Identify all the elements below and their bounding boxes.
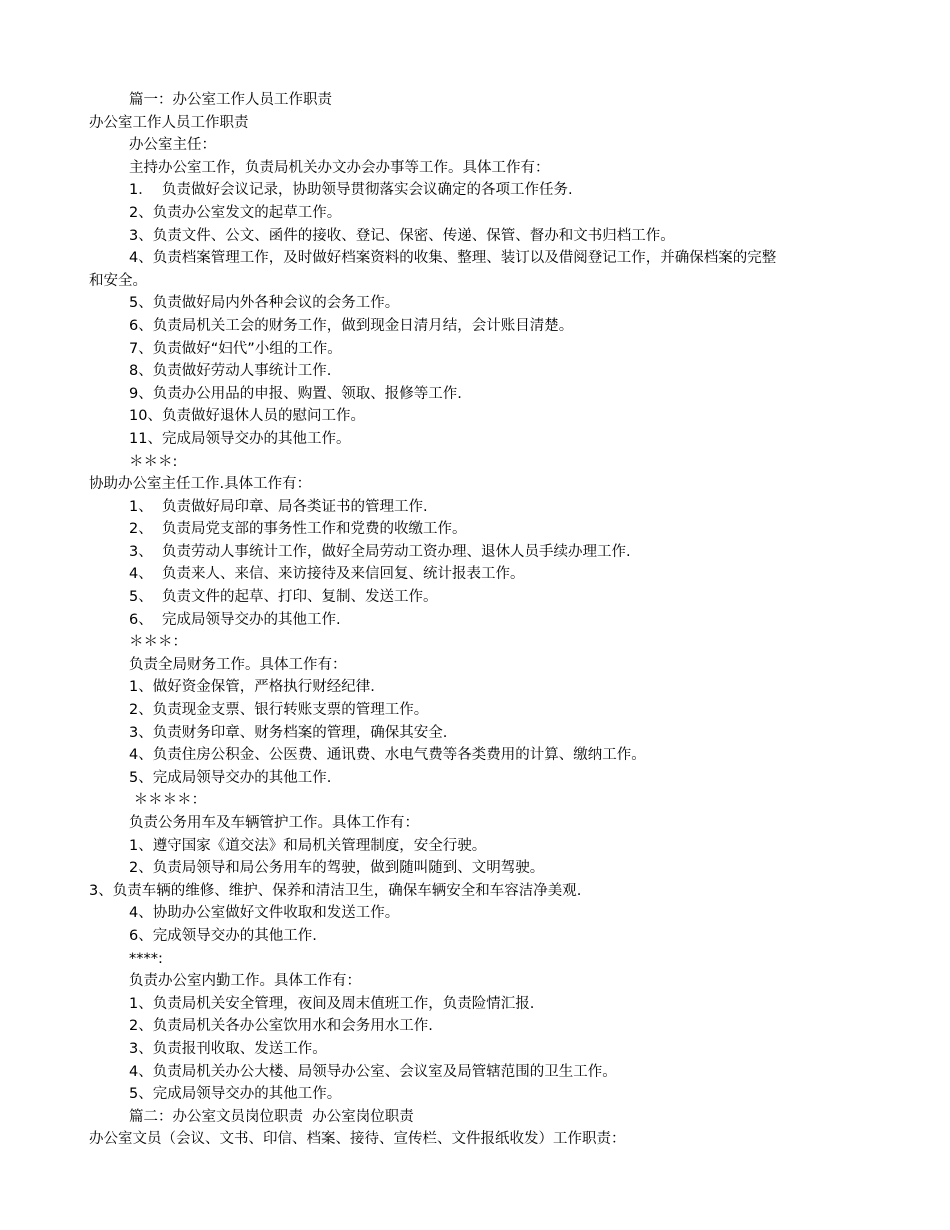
document-line: 1、做好资金保管，严格执行财经纪律. bbox=[129, 679, 375, 696]
document-body bbox=[89, 89, 864, 1151]
document-line: 5、完成局领导交办的其他工作。 bbox=[129, 1086, 342, 1103]
document-line: ＊＊＊： bbox=[129, 634, 187, 651]
document-line: 8、负责做好劳动人事统计工作. bbox=[129, 363, 332, 380]
document-line: 10、负责做好退休人员的慰问工作。 bbox=[129, 408, 365, 425]
document-line: 负责全局财务工作。具体工作有： bbox=[129, 656, 347, 673]
document-line: 办公室主任： bbox=[129, 137, 216, 154]
document-line: 6、 完成局领导交办的其他工作. bbox=[129, 611, 341, 628]
document-line: 篇二：办公室文员岗位职责 办公室岗位职责 bbox=[129, 1108, 414, 1125]
document-line: 2、负责局机关各办公室饮用水和会务用水工作. bbox=[129, 1018, 433, 1035]
document-line: 负责公务用车及车辆管护工作。具体工作有： bbox=[129, 815, 419, 831]
document-line: 9、负责办公用品的申报、购置、领取、报修等工作. bbox=[129, 385, 462, 402]
document-line: 3、负责财务印章、财务档案的管理，确保其安全. bbox=[129, 724, 448, 741]
document-line: 4、负责档案管理工作，及时做好档案资料的收集、整理、装订以及借阅登记工作，并确保档案的完整 bbox=[129, 250, 777, 267]
document-line: 1． 负责做好会议记录，协助领导贯彻落实会议确定的各项工作任务. bbox=[129, 182, 573, 199]
document-line: 2、负责办公室发文的起草工作。 bbox=[129, 204, 342, 221]
document-line: 1、 负责做好局印章、局各类证书的管理工作. bbox=[129, 498, 428, 515]
document-line: 6、负责局机关工会的财务工作，做到现金日清月结，会计账目清楚。 bbox=[129, 317, 574, 334]
document-line: 2、负责局领导和局公务用车的驾驶，做到随叫随到、文明驾驶。 bbox=[129, 860, 545, 877]
document-line: 主持办公室工作，负责局机关办文办会办事等工作。具体工作有： bbox=[129, 159, 550, 176]
document-line: 负责办公室内勤工作。具体工作有： bbox=[129, 973, 361, 990]
document-line: 办公室工作人员工作职责 bbox=[89, 114, 249, 131]
document-line: ＊＊＊: bbox=[129, 453, 178, 470]
document-line: 3、 负责劳动人事统计工作，做好全局劳动工资办理、退休人员手续办理工作. bbox=[129, 543, 631, 560]
document-line: 1、负责局机关安全管理，夜间及周末值班工作，负责险情汇报. bbox=[129, 995, 535, 1012]
document-line: 4、 负责来人、来信、来访接待及来信回复、统计报表工作。 bbox=[129, 566, 525, 583]
document-line: 4、负责住房公积金、公医费、通讯费、水电气费等各类费用的计算、缴纳工作。 bbox=[129, 747, 646, 764]
document-line: ****: bbox=[129, 950, 163, 967]
document-line: 5、负责做好局内外各种会议的会务工作。 bbox=[129, 295, 400, 312]
document-line: 6、完成领导交办的其他工作. bbox=[129, 927, 317, 944]
document-line: ＊＊＊＊： bbox=[129, 792, 207, 809]
document-line: 3、负责报刊收取、发送工作。 bbox=[129, 1040, 327, 1057]
document-line: 3、负责文件、公文、函件的接收、登记、保密、传递、保管、督办和文书归档工作。 bbox=[129, 227, 675, 244]
document-line: 和安全。 bbox=[89, 272, 147, 289]
document-line: 5、 负责文件的起草、打印、复制、发送工作。 bbox=[129, 589, 438, 606]
document-line: 2、负责现金支票、银行转账支票的管理工作。 bbox=[129, 702, 429, 719]
document-line: 协助办公室主任工作.具体工作有： bbox=[89, 476, 312, 493]
document-line: 4、协助办公室做好文件收取和发送工作。 bbox=[129, 905, 400, 922]
document-line: 5、完成局领导交办的其他工作. bbox=[129, 769, 332, 786]
document-line: 7、负责做好“妇代”小组的工作。 bbox=[129, 340, 342, 357]
document-line: 2、 负责局党支部的事务性工作和党费的收缴工作。 bbox=[129, 521, 467, 538]
document-line: 1、遵守国家《道交法》和局机关管理制度，安全行驶。 bbox=[129, 837, 487, 854]
document-line: 3、负责车辆的维修、维护、保养和清洁卫生，确保车辆安全和车容洁净美观. bbox=[89, 882, 582, 899]
document-line: 11、完成局领导交办的其他工作。 bbox=[129, 430, 351, 447]
document-line: 办公室文员（会议、文书、印信、档案、接待、宣传栏、文件报纸收发）工作职责： bbox=[89, 1131, 626, 1148]
document-line: 篇一：办公室工作人员工作职责 bbox=[129, 92, 332, 108]
document-line: 4、负责局机关办公大楼、局领导办公室、会议室及局管辖范围的卫生工作。 bbox=[129, 1063, 617, 1080]
